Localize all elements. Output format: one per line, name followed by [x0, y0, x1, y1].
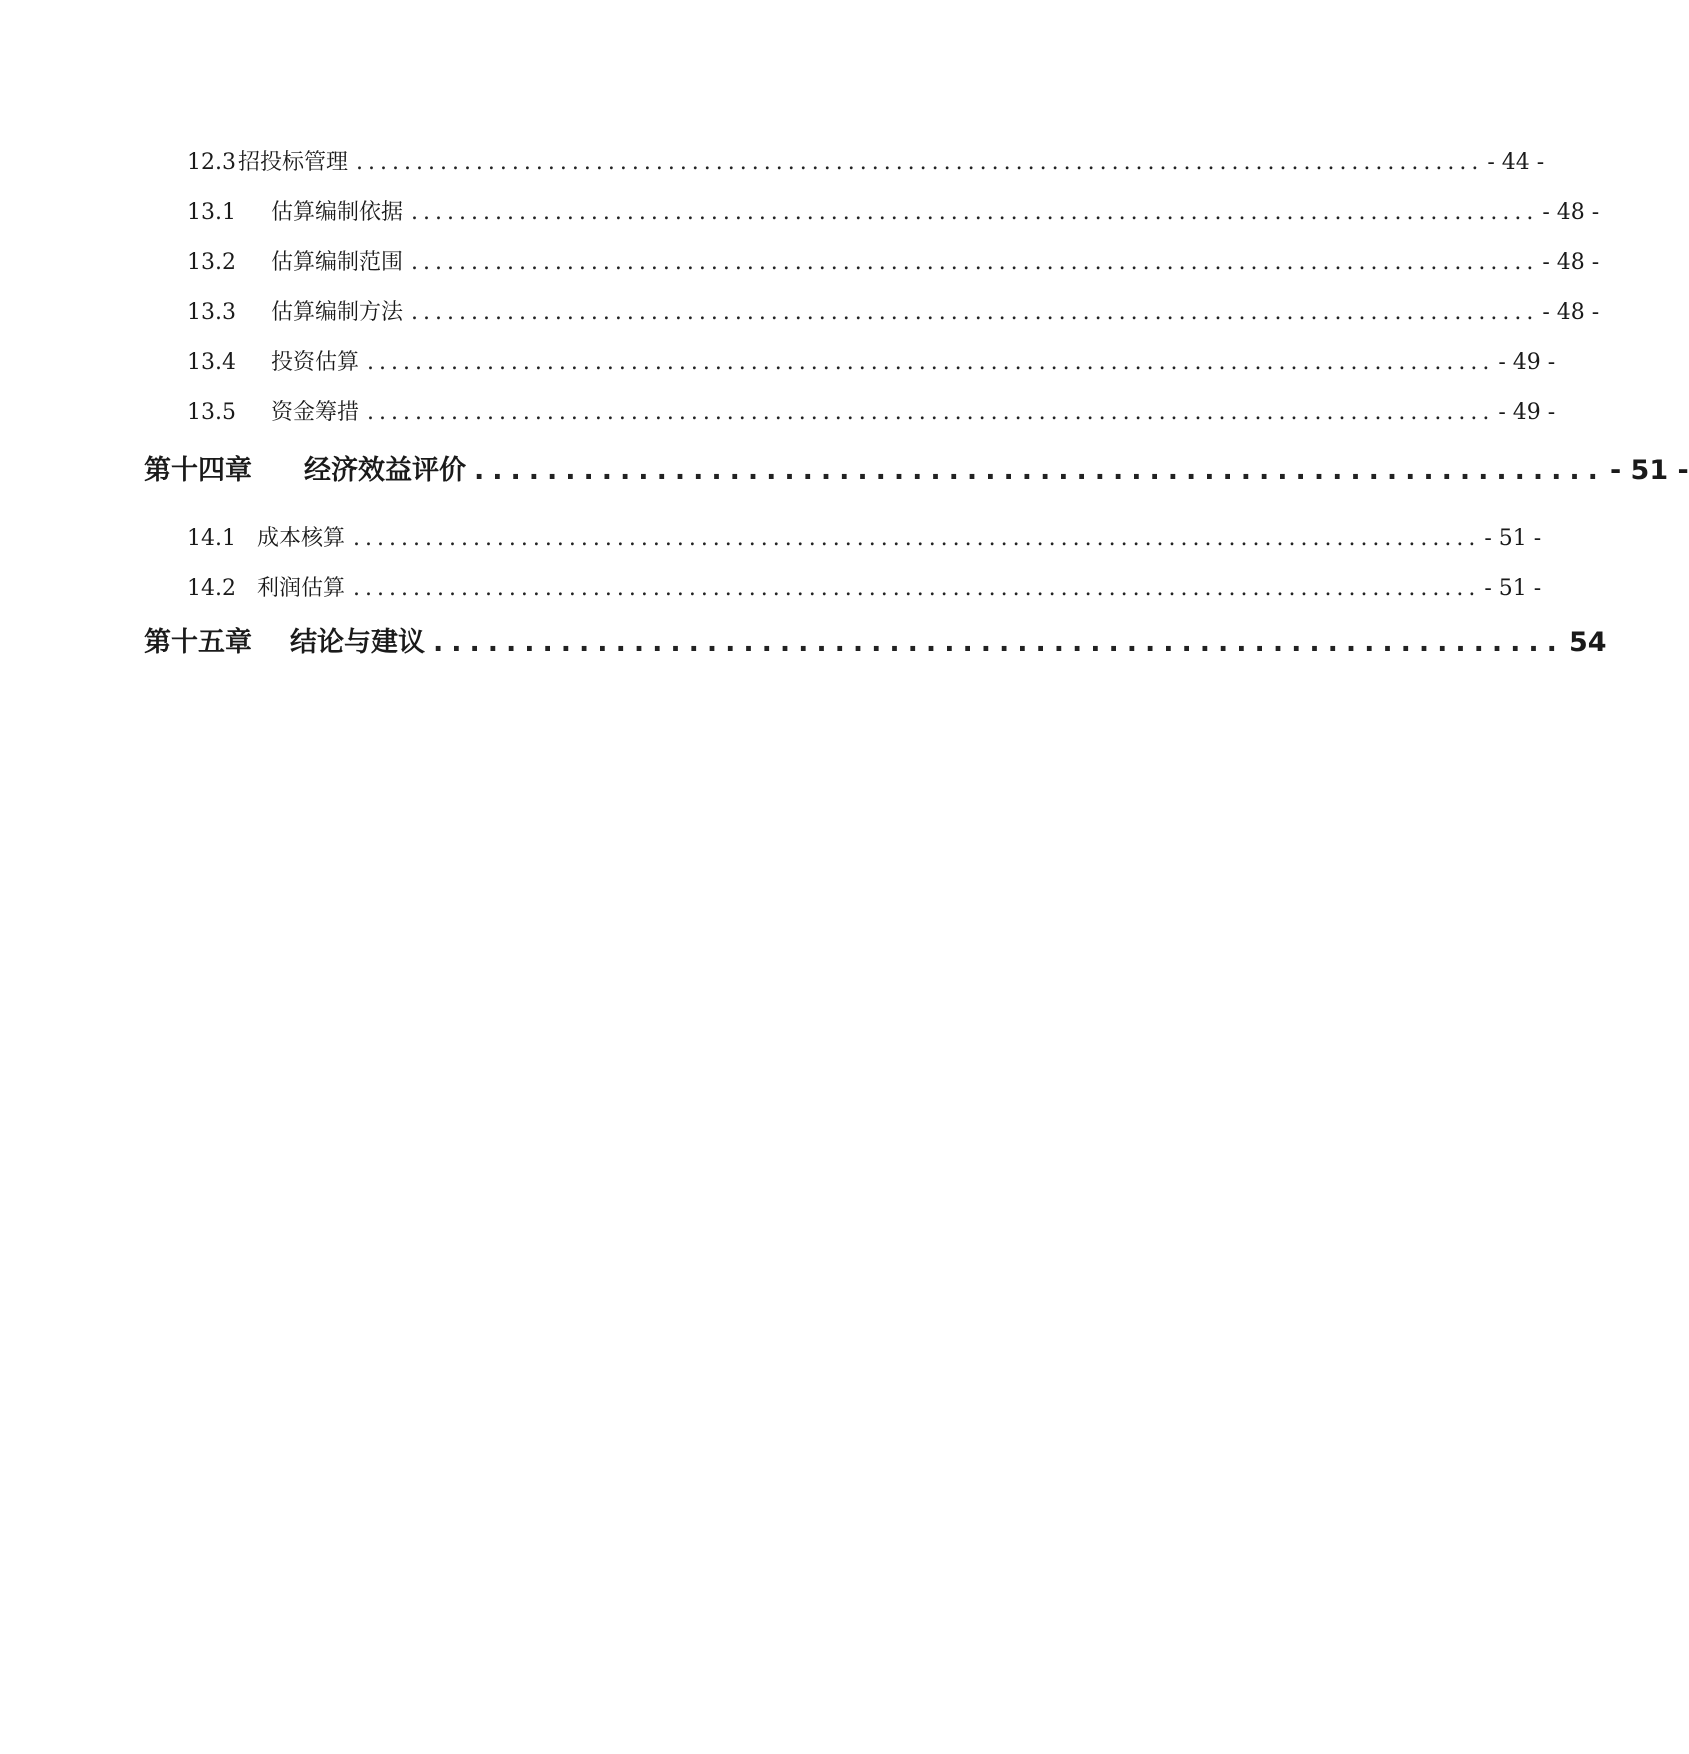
toc-entry-number: 13.3	[187, 300, 236, 325]
dot-leader: ..............................................................................................	[411, 200, 1539, 225]
dot-leader: ..............................................................................................	[356, 150, 1484, 175]
dot-leader: ..............................................................................................	[367, 400, 1495, 425]
dot-leader: ..............................................................................................	[411, 300, 1539, 325]
toc-entry-title: 成本核算	[257, 526, 346, 551]
toc-entry-title: 估算编制范围	[271, 250, 404, 275]
toc-entry-title: 投资估算	[271, 350, 360, 375]
toc-entry-number: 12.3	[187, 150, 236, 175]
toc-entry-title: 招投标管理	[237, 150, 348, 175]
dot-leader: ..............................................................................................	[353, 526, 1481, 551]
toc-entry[interactable]	[166, 195, 1600, 245]
toc-chapter-title: 经济效益评价	[304, 455, 466, 486]
toc-entry-title: 利润估算	[257, 576, 346, 601]
toc-entry-page: - 48 -	[1542, 200, 1600, 225]
toc-entry-page: - 49 -	[1498, 350, 1556, 375]
toc-entry-page: - 48 -	[1542, 300, 1600, 325]
dot-leader: ..............................................................................................	[411, 250, 1539, 275]
dot-leader: ..............................................................................................	[367, 350, 1495, 375]
toc-entry[interactable]	[166, 345, 1556, 395]
toc-chapter-entry[interactable]	[144, 625, 1607, 693]
toc-chapter-number: 第十五章	[144, 627, 252, 658]
dot-leader: ..............................................................	[474, 455, 1606, 486]
toc-entry-title: 估算编制方法	[271, 300, 404, 325]
toc-entry[interactable]	[166, 145, 1545, 195]
toc-chapter-page: 54	[1568, 627, 1607, 658]
toc-entry-number: 14.1	[187, 526, 236, 551]
toc-entry-page: - 51 -	[1484, 526, 1542, 551]
toc-entry[interactable]	[166, 571, 1542, 621]
toc-entry-title: 资金筹措	[271, 400, 360, 425]
toc-entry[interactable]	[166, 245, 1600, 295]
dot-leader: ..............................................................	[433, 627, 1565, 658]
toc-entry-number: 13.4	[187, 350, 236, 375]
toc-entry-page: - 49 -	[1498, 400, 1556, 425]
toc-chapter-page: - 51 -	[1609, 455, 1689, 486]
toc-entry[interactable]	[166, 521, 1542, 571]
toc-entry-number: 13.2	[187, 250, 236, 275]
toc-chapter-entry[interactable]	[144, 453, 1689, 521]
toc-entry[interactable]	[166, 395, 1556, 445]
table-of-contents	[144, 145, 1689, 693]
toc-entry[interactable]	[166, 295, 1600, 345]
toc-entry-page: - 44 -	[1487, 150, 1545, 175]
toc-entry-number: 14.2	[187, 576, 236, 601]
toc-entry-page: - 48 -	[1542, 250, 1600, 275]
toc-entry-page: - 51 -	[1484, 576, 1542, 601]
dot-leader: ..............................................................................................	[353, 576, 1481, 601]
toc-entry-number: 13.1	[187, 200, 236, 225]
toc-chapter-title: 结论与建议	[290, 627, 425, 658]
toc-entry-title: 估算编制依据	[271, 200, 404, 225]
toc-entry-number: 13.5	[187, 400, 236, 425]
toc-chapter-number: 第十四章	[144, 455, 252, 486]
